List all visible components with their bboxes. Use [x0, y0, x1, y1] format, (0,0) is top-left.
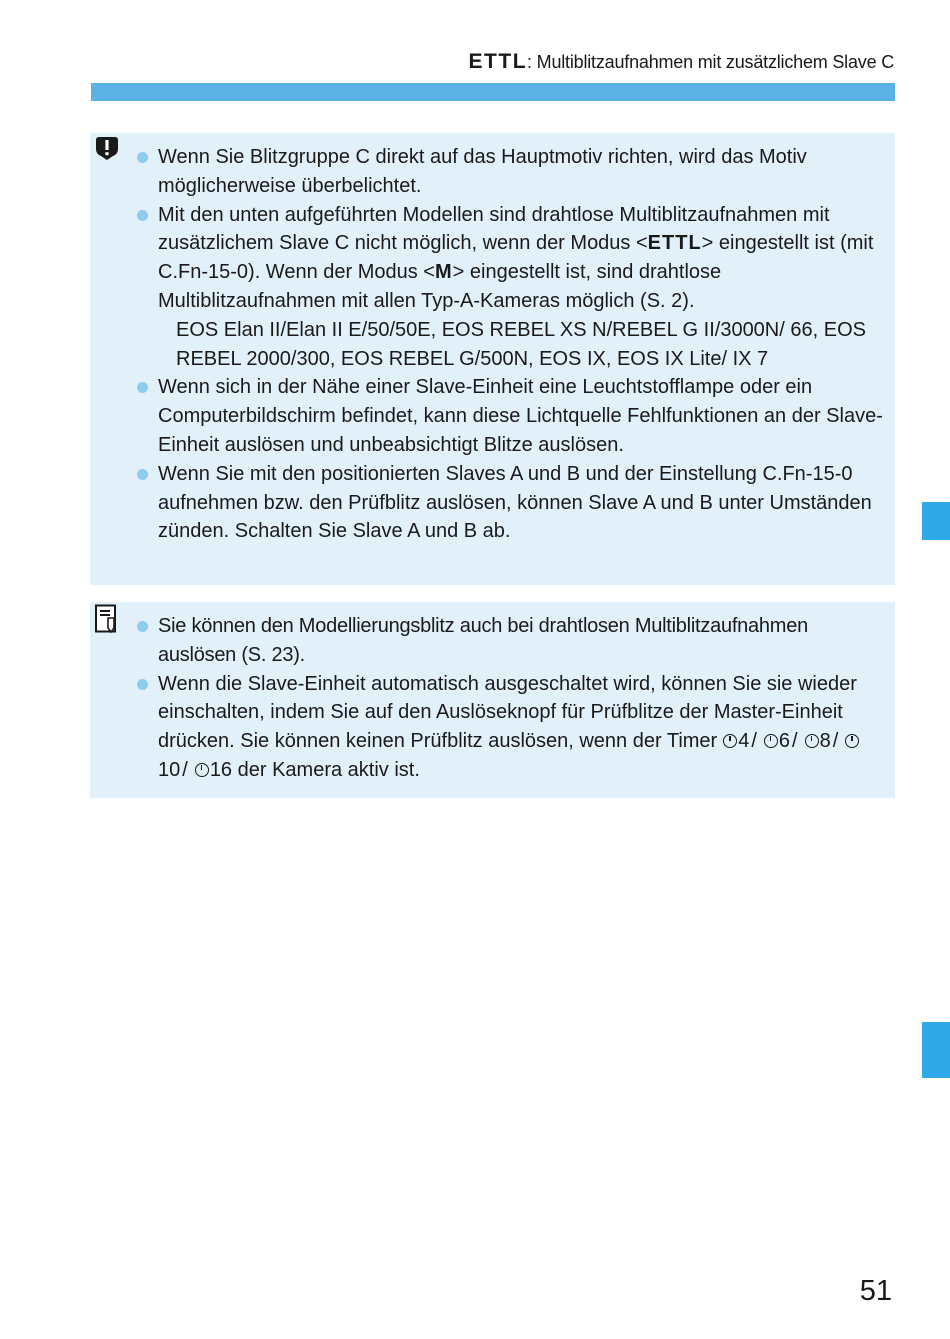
- section-tab-marker: [922, 1022, 950, 1078]
- caution-list: [134, 143, 885, 546]
- timer-separator: /: [751, 730, 757, 753]
- header-bar: [91, 83, 895, 101]
- header-title: : Multiblitzaufnahmen mit zusätzlichem Slave C: [527, 52, 894, 72]
- caution-icon: [94, 135, 120, 161]
- bullet-icon: [137, 382, 148, 393]
- bullet-icon: [137, 621, 148, 632]
- bullet-icon: [137, 469, 148, 480]
- caution-item: [134, 201, 885, 374]
- note-list: [134, 612, 885, 785]
- chapter-tab-marker: [922, 502, 950, 540]
- note-icon: [94, 604, 120, 634]
- caution-item-text: Wenn sich in der Nähe einer Slave-Einheit eine Leuchtstofflampe oder ein Computerbildschirm befindet, kann diese Lichtquelle Fehlfunktionen an der Slave-Einheit auslösen und unbeabsichtigt Blitze auslösen.: [158, 376, 883, 456]
- self-timer-icon: [195, 763, 209, 777]
- caution-item-text: > eingestellt ist (mit C.Fn-15-0). Wenn der Modus <: [158, 232, 874, 284]
- page-header: [469, 50, 894, 74]
- self-timer-icon: [723, 734, 737, 748]
- note-box: [90, 602, 895, 798]
- caution-item-text: Wenn Sie mit den positionierten Slaves A und B und der Einstellung C.Fn-15-0 aufnehmen bzw. den Prüfblitz auslösen, können Slave A und B unter Umständen zünden. Schalten Sie Slave A und B ab.: [158, 462, 872, 543]
- page-number: 51: [859, 1275, 892, 1307]
- bullet-icon: [137, 679, 148, 690]
- caution-item: [134, 460, 885, 546]
- timer-value: 10: [158, 758, 181, 781]
- bullet-icon: [137, 210, 148, 221]
- note-item: [134, 612, 885, 670]
- note-item-text: Wenn die Slave-Einheit automatisch ausgeschaltet wird, können Sie sie wieder einschalten, indem Sie auf den Auslöseknopf für Prüfblitze der Master-Einheit drücken. Sie können keinen Prüfblitz auslösen, wenn der Timer: [158, 672, 857, 753]
- caution-item: [134, 373, 885, 459]
- caution-item-text: > eingestellt ist, sind drahtlose Multiblitzaufnahmen mit allen Typ-A-Kameras möglich (S. 2).: [158, 261, 722, 312]
- self-timer-icon: [764, 734, 778, 748]
- timer-value: 8: [819, 730, 831, 753]
- timer-value: 6: [778, 730, 791, 753]
- caution-box: [90, 133, 895, 585]
- note-item-text: Sie können den Modellierungsblitz auch bei drahtlosen Multiblitzaufnahmen auslösen (S. 23).: [158, 615, 808, 666]
- self-timer-icon: [805, 734, 819, 748]
- camera-model-list: EOS Elan II/Elan II E/50/50E, EOS REBEL XS N/REBEL G II/3000N/ 66, EOS REBEL 2000/300, EOS REBEL G/500N, EOS IX, EOS IX Lite/ IX 7: [176, 318, 866, 370]
- self-timer-icon: [845, 734, 859, 748]
- note-item-text: der Kamera aktiv ist.: [237, 758, 420, 781]
- caution-item-text: Wenn Sie Blitzgruppe C direkt auf das Hauptmotiv richten, wird das Motiv möglicherweise überbelichtet.: [158, 146, 807, 197]
- timer-separator: /: [792, 730, 798, 753]
- ettl-mode-label: ETTL: [647, 232, 702, 255]
- note-item: [134, 670, 885, 785]
- caution-item-text: Mit den unten aufgeführten Modellen sind drahtlose Multiblitzaufnahmen mit zusätzlichem Slave C nicht möglich, wenn der Modus <: [158, 203, 830, 255]
- caution-item: [134, 143, 885, 201]
- bullet-icon: [137, 152, 148, 163]
- timer-value: 16: [209, 758, 233, 781]
- timer-separator: /: [182, 758, 188, 781]
- timer-value: 4: [738, 730, 750, 753]
- timer-separator: /: [832, 730, 839, 753]
- ettl-mode-label: ETTL: [468, 50, 528, 73]
- manual-mode-label: M: [434, 261, 453, 284]
